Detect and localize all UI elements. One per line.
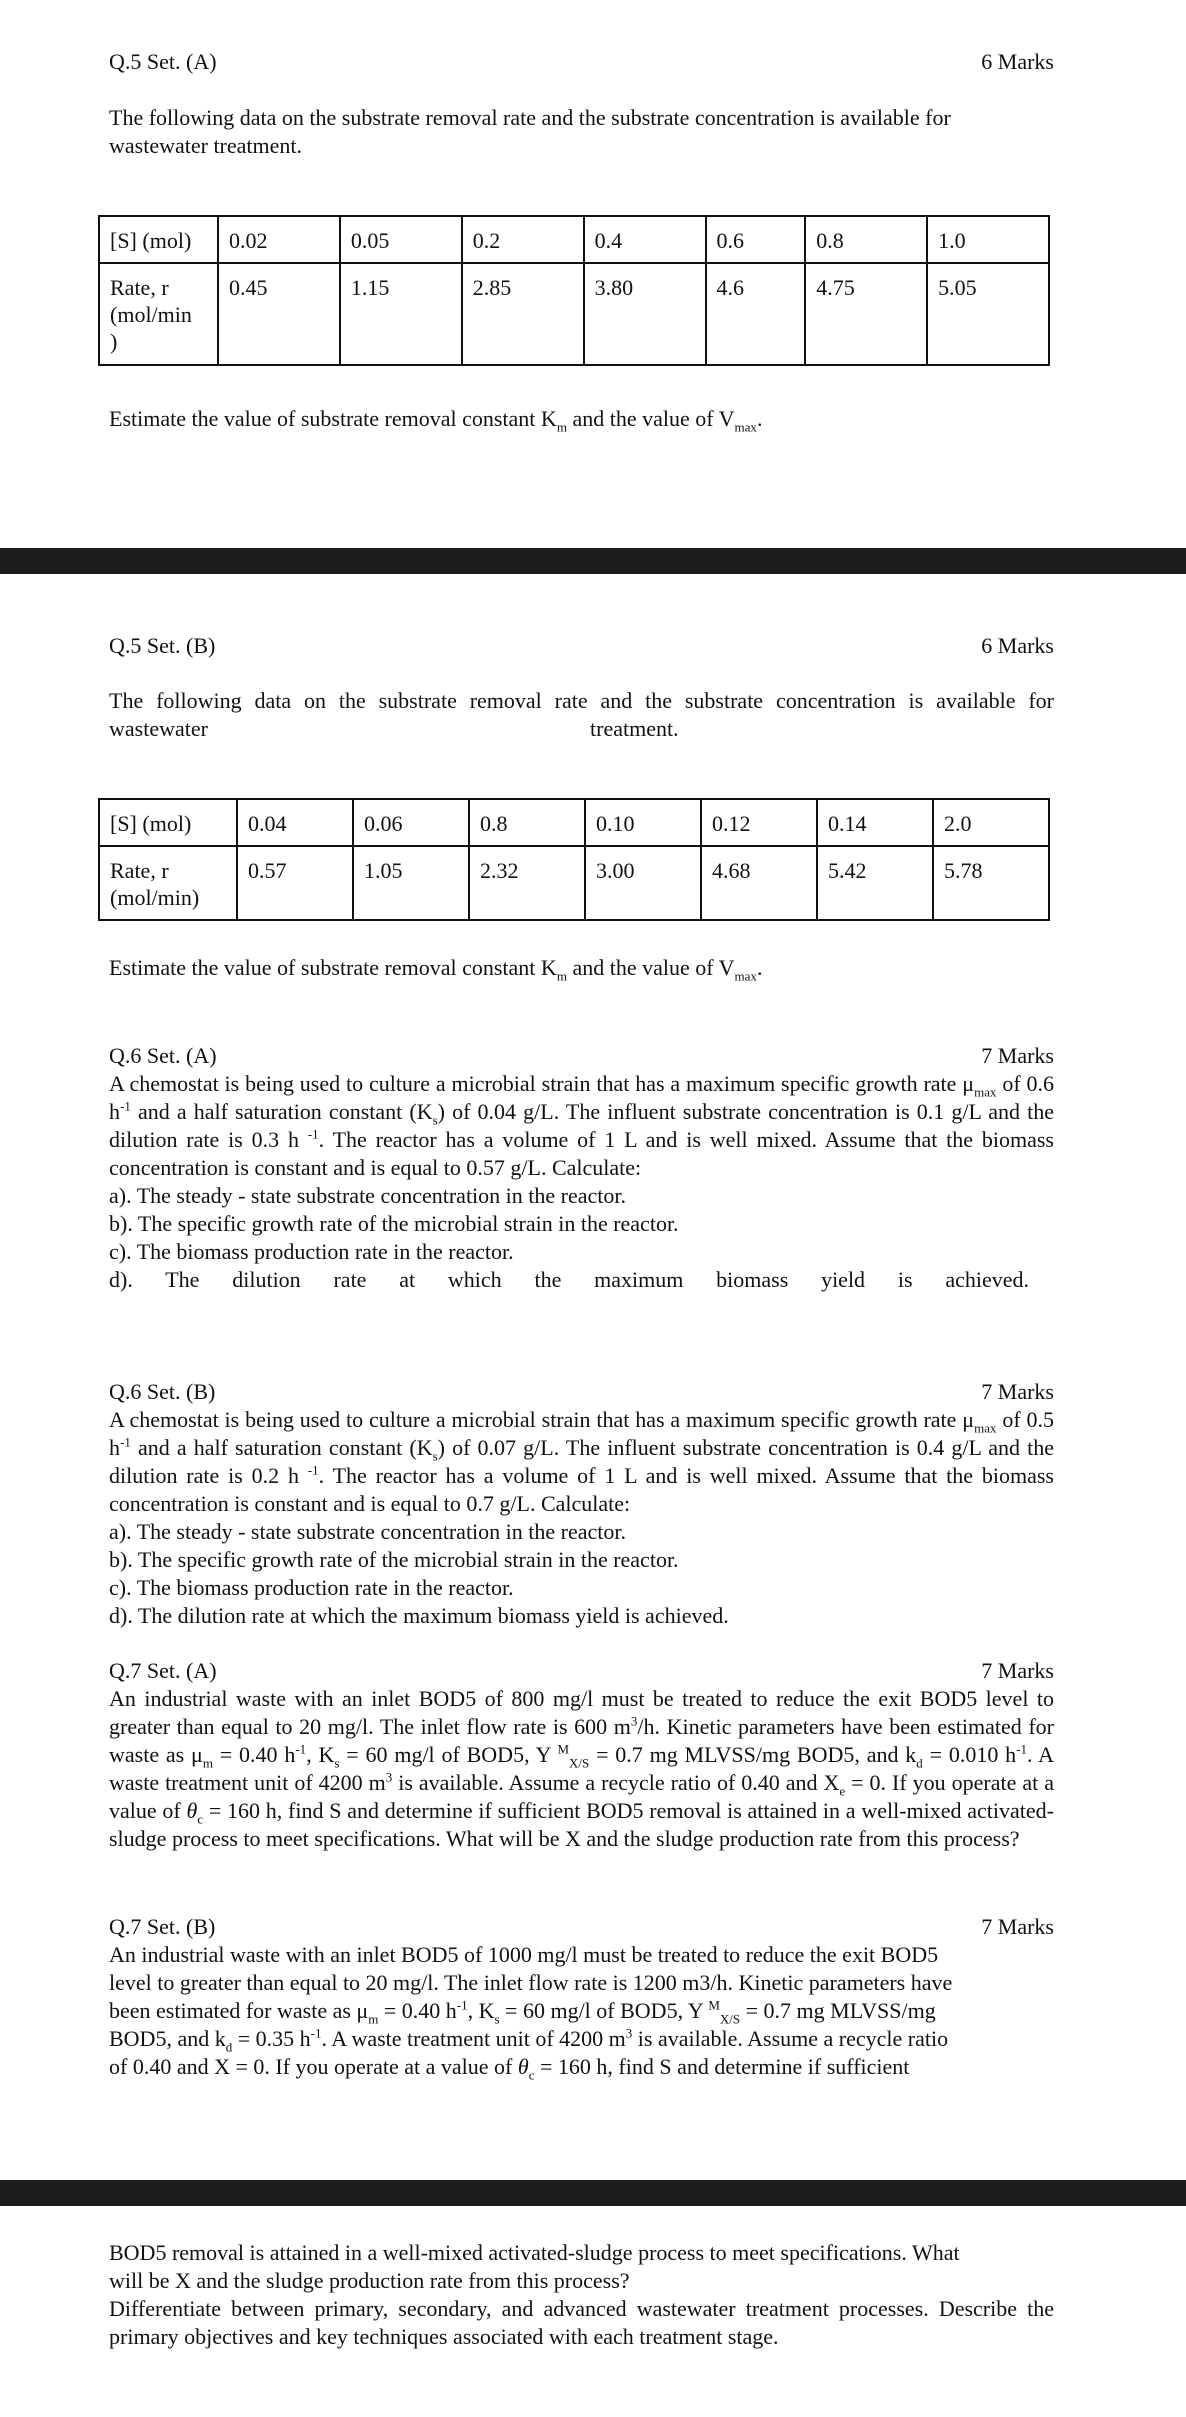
superscript: -1	[295, 1741, 307, 1757]
q5b-marks: 6 Marks	[981, 633, 1054, 658]
q7b-line: BOD5 removal is attained in a well-mixed activated-sludge process to meet specifications. What	[109, 2240, 960, 2265]
subscript: c	[197, 1811, 204, 1827]
q5a-heading: Q.5 Set. (A)	[109, 49, 217, 74]
q6b-part-b: b). The specific growth rate of the microbial strain in the reactor.	[109, 1547, 679, 1572]
page-1	[0, 0, 1186, 548]
q5b-header	[109, 632, 1054, 660]
page-3	[0, 2206, 1186, 2417]
q7b-line	[109, 2025, 1054, 2053]
table-cell: 0.02	[218, 216, 340, 263]
table-cell: 1.15	[340, 263, 462, 365]
text-run: treatment.	[590, 716, 679, 741]
q6b-paragraph	[109, 1406, 1054, 1518]
superscript: -1	[120, 1434, 131, 1450]
q7b-extra-question: Differentiate between primary, secondary, and advanced wastewater treatment processes. Describe the primary objectives and key techniques associated with each treatment stage.	[109, 2296, 1054, 2349]
q7a-marks: 7 Marks	[981, 1658, 1054, 1683]
q7b-block	[109, 1913, 1054, 2081]
text-run: = 0.40 h	[212, 1742, 296, 1767]
q6a-part-c: c). The biomass production rate in the reactor.	[109, 1239, 514, 1264]
q6b-marks: 7 Marks	[981, 1379, 1054, 1404]
subscript: s	[334, 1755, 340, 1771]
q6a-paragraph	[109, 1070, 1054, 1182]
text-run: = 60 mg/l of BOD5, Y	[339, 1742, 558, 1767]
text-run: Estimate the value of substrate removal constant K	[109, 955, 557, 980]
text-run: of 0.40 and X = 0. If you operate at a value of	[109, 2054, 518, 2079]
table-cell: 4.75	[805, 263, 927, 365]
q7b-marks: 7 Marks	[981, 1914, 1054, 1939]
table-cell: 3.80	[584, 263, 706, 365]
subscript: m	[368, 2011, 379, 2027]
text-run: is available. Assume a recycle ratio	[632, 2026, 949, 2051]
rate-label-line: (mol/min	[110, 302, 192, 327]
text-run: = 0.7 mg MLVSS/mg	[740, 1998, 936, 2023]
table-cell: 0.2	[462, 216, 584, 263]
q6a-header	[109, 1042, 1054, 1070]
table-cell: 5.78	[933, 846, 1049, 920]
subscript: max	[974, 1084, 997, 1100]
table-cell: 0.12	[701, 799, 817, 846]
table-cell: 0.04	[237, 799, 353, 846]
q5a-marks: 6 Marks	[981, 49, 1054, 74]
text-run: = 160 h, find S and determine if sufficient BOD5 removal is attained in a well-mixed activated-sludge process to meet specifications. What will be X and the sludge production rate from this process?	[109, 1798, 1054, 1851]
subscript: d	[225, 2039, 233, 2055]
q7b-line	[109, 2053, 1054, 2081]
table-cell: 2.32	[469, 846, 585, 920]
text-run: been estimated for waste as μ	[109, 1998, 369, 2023]
text-run: = 0.7 mg MLVSS/mg BOD5, and k	[589, 1742, 917, 1767]
q5b-estimate	[109, 954, 1054, 982]
text-run: , K	[467, 1998, 495, 2023]
q7a-block	[109, 1657, 1054, 1853]
subscript: s	[494, 2011, 500, 2027]
q6a-block	[109, 1042, 1054, 1294]
superscript: M	[708, 1997, 720, 2013]
text-run: BOD5, and k	[109, 2026, 226, 2051]
q7b-continuation	[109, 2239, 1054, 2351]
q7b-heading: Q.7 Set. (B)	[109, 1914, 216, 1939]
subscript: s	[432, 1112, 438, 1128]
superscript: 3	[625, 2025, 633, 2041]
q7b-line: An industrial waste with an inlet BOD5 of 1000 mg/l must be treated to reduce the exit BOD5	[109, 1942, 939, 1967]
symbol: μ	[962, 1071, 975, 1096]
subscript: m	[202, 1755, 213, 1771]
subscript: max	[974, 1420, 997, 1436]
q5a-intro: The following data on the substrate removal rate and the substrate concentration is available for wastewater treatment.	[109, 105, 951, 158]
q6b-part-d: d). The dilution rate at which the maximum biomass yield is achieved.	[109, 1603, 729, 1628]
text-run: ) of 0.07 g/L. The influent substrate concentration is 0.4 g/L and the dilution rate is 0.2 h	[109, 1435, 1054, 1488]
symbol: μ	[962, 1407, 975, 1432]
superscript: 3	[385, 1769, 393, 1785]
q5a-s-label: [S] (mol)	[99, 216, 218, 263]
table-cell: 0.14	[817, 799, 933, 846]
text-run: /h. Kinetic parameters have been estimated for waste as μ	[109, 1714, 1054, 1767]
text-run: and a half saturation constant (K	[130, 1435, 433, 1460]
q5b-heading: Q.5 Set. (B)	[109, 633, 216, 658]
page-2	[0, 574, 1186, 2182]
q6a-part-d: d). The dilution rate at which the maximum biomass yield is achieved.	[109, 1267, 1029, 1292]
q6b-part-a: a). The steady - state substrate concentration in the reactor.	[109, 1519, 626, 1544]
table-cell: 0.45	[218, 263, 340, 365]
q6b-part-c: c). The biomass production rate in the reactor.	[109, 1575, 514, 1600]
text-run: wastewater	[109, 716, 208, 741]
q7a-heading: Q.7 Set. (A)	[109, 1658, 217, 1683]
table-cell: 0.8	[805, 216, 927, 263]
subscript: m	[556, 968, 567, 984]
text-run: = 0.40 h	[378, 1998, 457, 2023]
rate-label-line: (mol/min)	[110, 885, 200, 910]
q6b-block	[109, 1378, 1054, 1630]
q5a-rate-label	[99, 263, 218, 365]
table-cell: 5.42	[817, 846, 933, 920]
q7b-line: level to greater than equal to 20 mg/l. The inlet flow rate is 1200 m3/h. Kinetic parameters have	[109, 1970, 953, 1995]
table-cell: 0.6	[706, 216, 806, 263]
subscript: m	[556, 419, 567, 435]
subscript: max	[734, 968, 757, 984]
superscript: 3	[630, 1713, 638, 1729]
table-cell: 0.4	[584, 216, 706, 263]
table-row	[99, 216, 1049, 263]
superscript: M	[557, 1741, 570, 1757]
table-cell: 2.0	[933, 799, 1049, 846]
text-run: and the value of V	[566, 406, 735, 431]
text-run: . A waste treatment unit of 4200 m	[109, 1742, 1054, 1795]
theta-symbol: θ	[186, 1798, 198, 1823]
text-run: = 160 h, find S and determine if sufficient	[534, 2054, 910, 2079]
text-run: An industrial waste with an inlet BOD5 of 800 mg/l must be treated to reduce the exit BOD5 level to greater than equal to 20 mg/l. The inlet flow rate is 600 m	[109, 1686, 1054, 1739]
page-break-bar	[0, 548, 1186, 574]
subscript: s	[432, 1448, 438, 1464]
text-run: and the value of V	[566, 955, 735, 980]
q5b-data-table	[98, 798, 1050, 921]
text-run: of 0.5 h	[109, 1407, 1054, 1460]
q6a-marks: 7 Marks	[981, 1043, 1054, 1068]
text-run: . The reactor has a volume of 1 L and is well mixed. Assume that the biomass concentration is constant and is equal to 0.57 g/L. Calculate:	[109, 1127, 1054, 1180]
rate-label-line: Rate, r	[110, 858, 169, 883]
text-run: is available. Assume a recycle ratio of 0.40 and X	[392, 1770, 840, 1795]
table-cell: 2.85	[462, 263, 584, 365]
text-run: = 0. If you operate at a value of	[109, 1770, 1054, 1823]
text-run: , K	[306, 1742, 335, 1767]
text-run: = 0.010 h	[922, 1742, 1017, 1767]
q5a-header	[109, 48, 1054, 76]
q5b-intro	[109, 687, 1054, 743]
subscript: X/S	[569, 1755, 590, 1771]
text-run: ) of 0.04 g/L. The influent substrate concentration is 0.1 g/L and the dilution rate is 0.3 h	[109, 1099, 1054, 1152]
table-cell: 1.0	[927, 216, 1049, 263]
table-cell: 0.57	[237, 846, 353, 920]
text-run: .	[756, 955, 763, 980]
page-break-bar	[0, 2180, 1186, 2206]
subscript: d	[916, 1755, 923, 1771]
text-run: A chemostat is being used to culture a microbial strain that has a maximum specific growth rate	[109, 1407, 963, 1432]
superscript: -1	[120, 1098, 131, 1114]
subscript: max	[734, 419, 757, 435]
theta-symbol: θ	[517, 2054, 529, 2079]
table-cell: 0.10	[585, 799, 701, 846]
q5a-estimate	[109, 405, 1054, 433]
table-row	[99, 846, 1049, 920]
rate-label-line: Rate, r	[110, 275, 169, 300]
q6b-heading: Q.6 Set. (B)	[109, 1379, 216, 1404]
subscript: c	[528, 2067, 535, 2083]
q7b-line	[109, 1997, 1054, 2025]
text-run: . The reactor has a volume of 1 L and is well mixed. Assume that the biomass concentration is constant and is equal to 0.7 g/L. Calculate:	[109, 1463, 1054, 1516]
q7a-header	[109, 1657, 1054, 1685]
text-run: . A waste treatment unit of 4200 m	[321, 2026, 626, 2051]
table-cell: 4.6	[706, 263, 806, 365]
q6b-header	[109, 1378, 1054, 1406]
subscript: X/S	[719, 2011, 741, 2027]
superscript: -1	[456, 1997, 468, 2013]
superscript: -1	[1016, 1741, 1027, 1757]
q7a-paragraph	[109, 1685, 1054, 1853]
table-cell: 4.68	[701, 846, 817, 920]
table-row	[99, 263, 1049, 365]
table-cell: 3.00	[585, 846, 701, 920]
table-cell: 1.05	[353, 846, 469, 920]
table-cell: 0.06	[353, 799, 469, 846]
q5b-rate-label	[99, 846, 237, 920]
rate-label-line: )	[110, 329, 118, 354]
superscript: -1	[307, 1462, 319, 1478]
q6a-heading: Q.6 Set. (A)	[109, 1043, 217, 1068]
table-row	[99, 799, 1049, 846]
table-cell: 0.8	[469, 799, 585, 846]
q6a-part-b: b). The specific growth rate of the microbial strain in the reactor.	[109, 1211, 679, 1236]
superscript: -1	[307, 1126, 319, 1142]
text-run: = 0.35 h	[232, 2026, 311, 2051]
intro-line: The following data on the substrate removal rate and the substrate concentration is available for	[109, 688, 1054, 713]
text-run: .	[756, 406, 763, 431]
text-run: Estimate the value of substrate removal constant K	[109, 406, 557, 431]
text-run: A chemostat is being used to culture a microbial strain that has a maximum specific growth rate	[109, 1071, 963, 1096]
text-run: = 60 mg/l of BOD5, Y	[499, 1998, 709, 2023]
text-run: of 0.6 h	[109, 1071, 1054, 1124]
table-cell: 0.05	[340, 216, 462, 263]
q5a-data-table	[98, 215, 1050, 366]
table-cell: 5.05	[927, 263, 1049, 365]
subscript: e	[839, 1783, 846, 1799]
text-run: and a half saturation constant (K	[130, 1099, 433, 1124]
q5b-s-label: [S] (mol)	[99, 799, 237, 846]
intro-line	[109, 715, 1054, 743]
q7b-header	[109, 1913, 1054, 1941]
q6a-part-a: a). The steady - state substrate concentration in the reactor.	[109, 1183, 626, 1208]
superscript: -1	[310, 2025, 322, 2041]
q7b-line: will be X and the sludge production rate from this process?	[109, 2268, 630, 2293]
